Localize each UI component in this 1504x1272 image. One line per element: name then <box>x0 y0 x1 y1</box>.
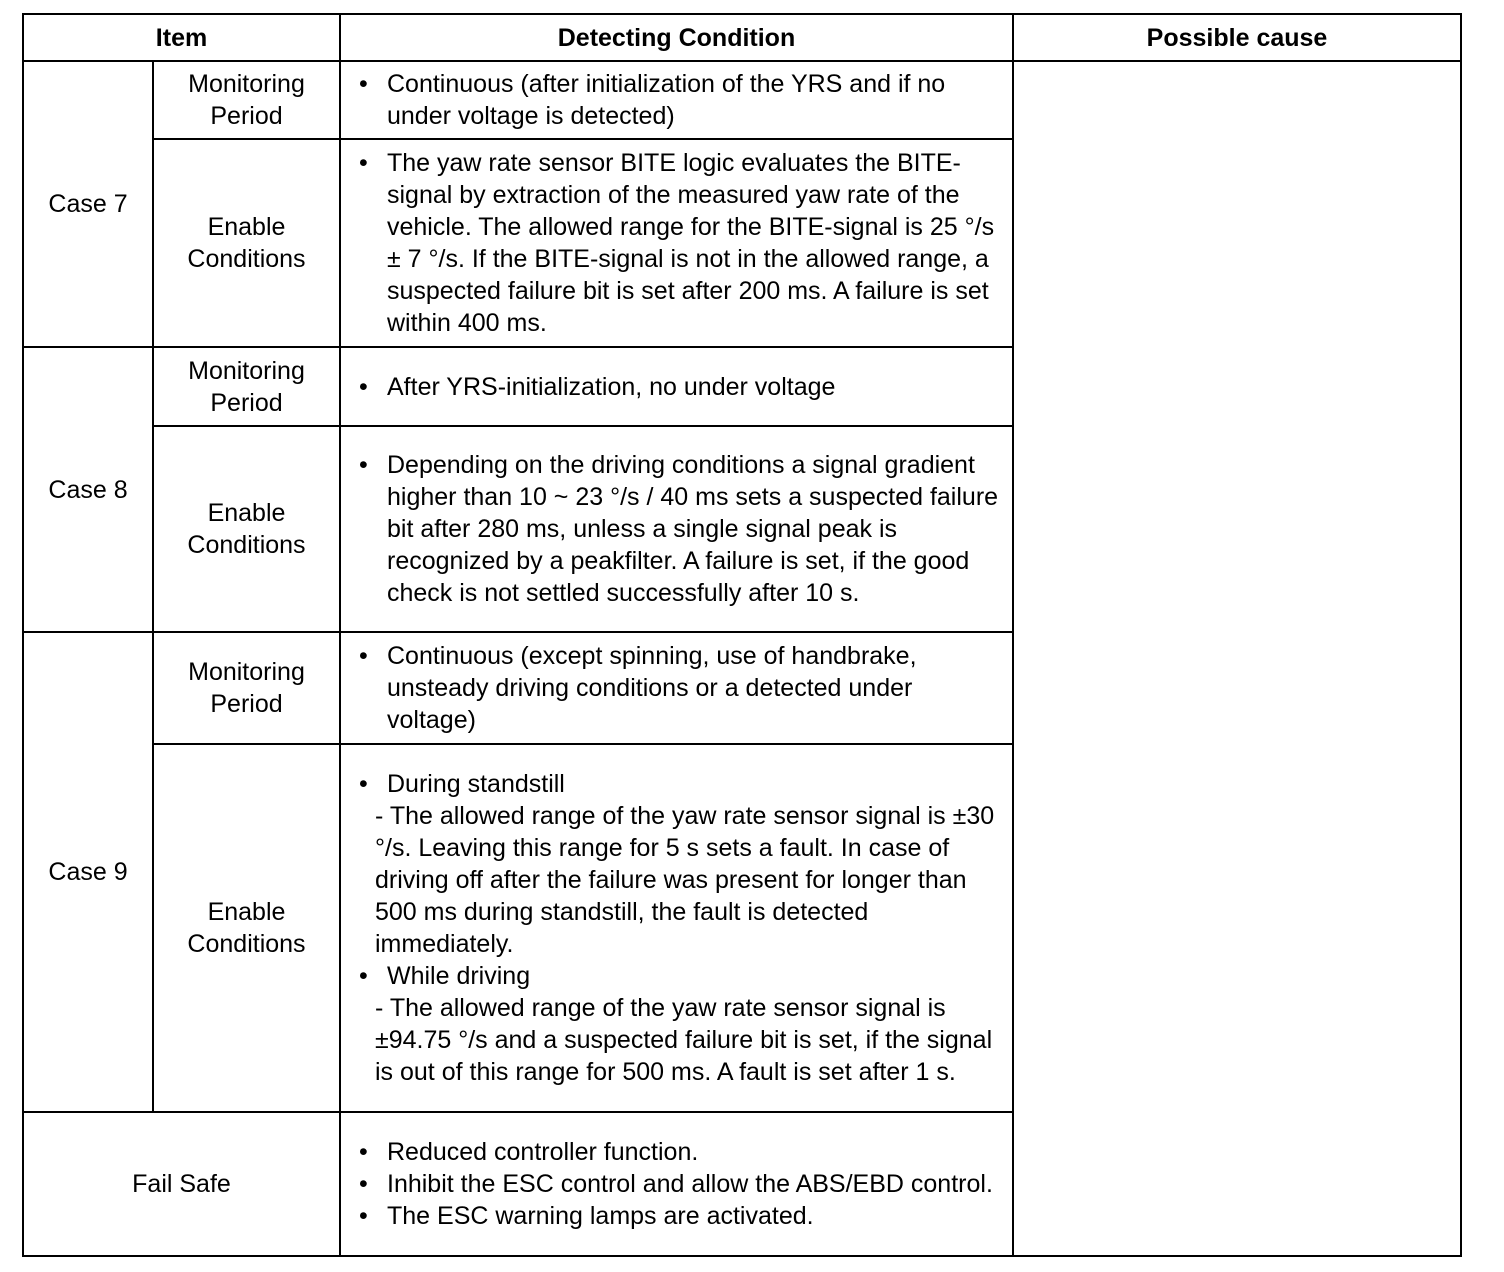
list-item: • The ESC warning lamps are activated. <box>353 1200 1002 1232</box>
fail-safe-label: Fail Safe <box>23 1112 340 1256</box>
case7-monitoring-row <box>23 61 1461 139</box>
case8-monitoring-condition <box>340 347 1013 426</box>
case9-monitoring-label: Monitoring Period <box>153 632 340 744</box>
case7-enable-condition <box>340 139 1013 347</box>
case8-monitoring-label: Monitoring Period <box>153 347 340 426</box>
fail-safe-condition <box>340 1112 1013 1256</box>
header-item: Item <box>23 14 340 61</box>
list-item: • The yaw rate sensor BITE logic evaluates the BITE-signal by extraction of the measured yaw rate of the vehicle. The allowed range for the BITE-signal is 25 °/s ± 7 °/s. If the BITE-signal is not in the allowed range, a suspected failure bit is set after 200 ms. A failure is set within 400 ms. <box>353 147 1002 339</box>
case8-label: Case 8 <box>23 347 153 632</box>
driving-title: While driving <box>387 962 531 990</box>
standstill-detail: - The allowed range of the yaw rate sensor signal is ±30 °/s. Leaving this range for 5 s sets a fault. In case of driving off after the failure was present for longer than 500 ms during standstill, the fault is detected immediately. <box>375 802 995 958</box>
standstill-title: During standstill <box>387 770 565 798</box>
case9-label: Case 9 <box>23 632 153 1112</box>
case9-enable-label: Enable Conditions <box>153 744 340 1112</box>
case9-enable-condition <box>340 744 1013 1112</box>
case7-label: Case 7 <box>23 61 153 347</box>
list-item: • Continuous (after initialization of the YRS and if no under voltage is detected) <box>353 68 1002 132</box>
list-item: • Inhibit the ESC control and allow the ABS/EBD control. <box>353 1168 1002 1200</box>
list-item: • Depending on the driving conditions a signal gradient higher than 10 ~ 23 °/s / 40 ms sets a suspected failure bit after 280 ms, unless a single signal peak is recognized by a peakfilter. A failure is set, if the good check is not settled successfully after 10 s. <box>353 449 1002 609</box>
header-row <box>23 14 1461 61</box>
possible-cause-cell <box>1013 61 1461 1256</box>
case7-monitoring-label: Monitoring Period <box>153 61 340 139</box>
header-detecting-condition: Detecting Condition <box>340 14 1013 61</box>
diagnostic-table <box>22 13 1462 1257</box>
case7-monitoring-condition <box>340 61 1013 139</box>
list-item <box>353 768 1002 960</box>
case9-monitoring-condition <box>340 632 1013 744</box>
header-possible-cause: Possible cause <box>1013 14 1461 61</box>
list-item: • Reduced controller function. <box>353 1136 1002 1168</box>
case7-enable-label: Enable Conditions <box>153 139 340 347</box>
case8-enable-label: Enable Conditions <box>153 426 340 632</box>
list-item <box>353 960 1002 1088</box>
list-item: • Continuous (except spinning, use of handbrake, unsteady driving conditions or a detected under voltage) <box>353 640 1002 736</box>
driving-detail: - The allowed range of the yaw rate sensor signal is ±94.75 °/s and a suspected failure bit is set, if the signal is out of this range for 500 ms. A fault is set after 1 s. <box>375 994 993 1086</box>
list-item: • After YRS-initialization, no under voltage <box>353 371 1002 403</box>
case8-enable-condition <box>340 426 1013 632</box>
